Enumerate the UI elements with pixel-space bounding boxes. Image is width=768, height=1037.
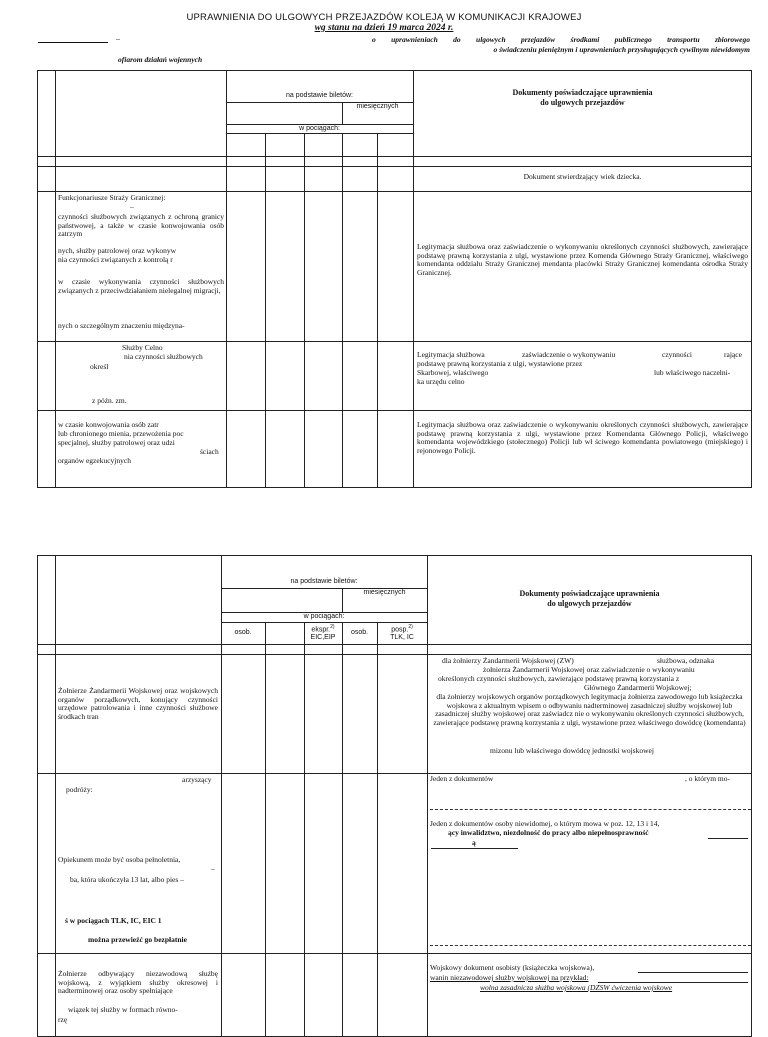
t2-mp-d5: dla żołnierzy wojskowych organów porządkowych legitymacja żołnierza zawodowego lub książeczka wojskowa z aktualnym wpisem o odbywaniu nadterminowej zasadniczej służby wojskowej lub zasadniczej służby wojskowej oraz zaświadcz nie o wykonywaniu określonych czynności służbowych, zawierające podstawę prawną korzystania z ulgi, wystawione przez właściwego dowódcę (komendanta): [433, 692, 746, 728]
t1-police-l3: specjalnej, służby patrolowej oraz udzi: [58, 438, 175, 447]
t1-child-document: Dokument stwierdzający wiek dziecka.: [523, 172, 642, 181]
t2-osob-header-2: osob.: [350, 629, 369, 636]
t1-police-l4: ściach: [200, 447, 219, 456]
t1-border-guard-p2: nych, służby patrolowej oraz wykonyw: [58, 246, 177, 255]
t2-documents-header: Dokumenty poświadczające uprawnienia do ulgowych przejazdów: [519, 589, 660, 608]
t2-col-line: [342, 622, 343, 1036]
t2-guardian-d1: Jeden z dokumentów: [430, 774, 494, 783]
t1-border-guard-p5: nych o szczególnym znaczeniu międzyna-: [58, 321, 185, 330]
dash-mark: –: [116, 34, 120, 43]
t2-conscripts-l3: rzę: [58, 1015, 68, 1024]
t1-border-guard-title: Funkcjonariusze Straży Granicznej:: [58, 193, 166, 202]
t2-row-line: [38, 654, 751, 655]
t1-customs-doc4: rające: [724, 350, 742, 359]
t1-border-guard-doc: Legitymacja służbowa oraz zaświadczenie o wykonywaniu określonych czynności służbowych, zawierające podstawę prawną korzystania z ulgi, wystawione przez Komenda Głównego Straży Granicznej, właściwego komendanta oddziału Straży Granicznej mendanta placówki Straży Granicznej komendanta ośrodka Straży Granicznej.: [417, 242, 748, 278]
t2-guardian-fill-line-2: [431, 848, 518, 849]
t2-guardian-l1: arzyszący: [182, 775, 212, 784]
t2-conscripts-l2: wiązek tej służby w formach równo-: [68, 1005, 178, 1014]
t1-border-guard-p4: w czasie wykonywania czynności służbowych związanych z przeciwdziałaniem nielegalnej migracji,: [58, 277, 224, 295]
table-2: [37, 555, 752, 1037]
t1-customs-doc5: podstawę prawną korzystania z ulgi, wystawione przez: [417, 359, 583, 368]
law-reference-2: o świadczeniu pieniężnym i uprawnieniach przysługujących cywilnym niewidomym: [493, 45, 750, 54]
t2-guardian-l3: Opiekunem może być osoba pełnoletnia,: [58, 855, 181, 864]
t1-col-line: [55, 71, 56, 487]
law-reference-1: o uprawnieniach do ulgowych przejazdów środkami publicznego transportu zbiorowego: [372, 35, 750, 44]
t1-police-doc: Legitymacja służbowa oraz zaświadczenie o wykonywaniu określonych czynności służbowych, zawierające podstawę prawną korzystania z ulgi, wystawione przez Komendanta Głównego Policji, właściwego komendanta wojewódzkiego (stołecznego) Policji lub wł ściwego komendanta powiatowego (miejskiego) i rejonowego Policji.: [417, 420, 748, 456]
t2-guardian-l7: można przewieźć go bezpłatnie: [88, 935, 187, 944]
blank-line: [38, 42, 108, 43]
t1-customs-l3: określ: [90, 362, 109, 371]
law-reference-3: ofiarom działań wojennych: [118, 55, 203, 64]
t2-guardian-d3: ący inwalidztwo, niezdolność do pracy albo niepełnosprawność: [448, 828, 649, 837]
t1-customs-l4: z późn. zm.: [92, 396, 127, 405]
t2-col-line: [265, 622, 266, 1036]
t1-police-l1: w czasie konwojowania osób zatr: [58, 420, 159, 429]
t1-trains-header: w pociągach:: [299, 125, 340, 132]
t1-customs-title: Służby Celno: [122, 343, 163, 352]
t2-military-police-left: Żołnierze Żandarmerii Wojskowej oraz wojskowych organów porządkowych, konujący czynności urzędowe patrolowania i inne czynności służbowe środkach tran: [58, 686, 218, 722]
t2-guardian-separator-2: [430, 945, 751, 946]
t2-mp-d3: określonych czynności służbowych, zawierające podstawę prawną korzystania z: [438, 674, 680, 683]
table-1: [37, 70, 752, 488]
t2-conscripts-d2: wanin niezawodowej służby wojskowej na przykład:: [430, 973, 589, 982]
t2-conscripts-d3: wolna zasadnicza służba wojskowa (DZSW ćwiczenia wojskowe: [480, 983, 673, 992]
t1-col-line: [304, 133, 305, 487]
t2-guardian-fill-line: [708, 838, 748, 839]
t1-customs-doc3: czynności: [662, 350, 692, 359]
t2-guardian-d2: Jeden z dokumentów osoby niewidomej, o którym mowa w poz. 12, 13 i 14,: [430, 819, 660, 828]
t2-col-line: [377, 622, 378, 1036]
t2-guardian-l5: ba, która ukończyła 13 lat, albo pies –: [70, 875, 184, 884]
t1-col-line: [377, 133, 378, 487]
t2-ekspr-label: ekspr.: [311, 626, 331, 634]
t2-posp-label: posp.: [391, 626, 409, 634]
document-title: UPRAWNIENIA DO ULGOWYCH PRZEJAZDÓW KOLEJĄ W KOMUNIKACJI KRAJOWEJ: [186, 12, 582, 23]
t1-row-line: [38, 156, 751, 157]
t1-col-line: [342, 133, 343, 487]
t2-guardian-l4: –: [211, 864, 215, 873]
t1-customs-doc1: Legitymacja służbowa: [417, 350, 485, 359]
t2-posp-sup: 2): [408, 624, 413, 630]
t2-row-line: [38, 953, 751, 954]
t2-mp-d1: dla żołnierzy Żandarmerii Wojskowej (ZW): [442, 656, 574, 665]
t1-row-line: [226, 133, 413, 134]
t1-border-guard-p3: nia czynności związanych z kontrolą r: [58, 255, 173, 264]
t2-ekspr-sup: 2): [330, 624, 335, 630]
t2-conscripts-l1: Żołnierze odbywający niezawodową służbę wojskową, z wyjątkiem służby okresowej i nadterminowej oraz osoby spełniające: [58, 969, 218, 996]
t2-col-line: [221, 556, 222, 1036]
t2-posp-header: [377, 623, 427, 642]
t2-osob-header-1: osob.: [234, 629, 252, 636]
t2-guardian-d1b: , o którym mo-: [685, 774, 730, 783]
t2-guardian-l6: ś w pociągach TLK, IC, EIC 1: [65, 916, 162, 925]
t2-conscripts-fill-line: [638, 972, 748, 973]
t1-police-l2: lub chronionego mienia, przewożenia poc: [58, 429, 184, 438]
t1-border-guard-p1: czynności służbowych związanych z ochroną granicy państwowej, a także w czasie konwojowania osób zatrzym: [58, 212, 224, 239]
t2-mp-d6: mizonu lub właściwego dowódcę jednostki wojskowej: [490, 746, 654, 755]
t2-col-line: [304, 622, 305, 1036]
t2-col-line: [427, 556, 428, 1036]
t1-customs-doc7: lub właściwego naczelni-: [654, 368, 731, 377]
t1-col-line: [265, 133, 266, 487]
t2-eic-label: EIC,EIP: [310, 634, 336, 642]
t1-row-line: [38, 410, 751, 411]
t2-guardian-separator: [430, 809, 751, 810]
t2-conscripts-d1: Wojskowy dokument osobisty (książeczka wojskowa),: [430, 963, 595, 972]
t2-row-line: [38, 644, 751, 645]
t2-tlk-label: TLK, IC: [390, 634, 414, 642]
t1-police-l5: organów egzekucyjnych: [58, 456, 131, 465]
t1-monthly-header: miesięcznych: [356, 103, 399, 110]
t1-tickets-header: na podstawie biletów:: [286, 92, 353, 99]
t2-ekspr-header: [304, 623, 342, 642]
t1-col-line: [413, 71, 414, 487]
t1-customs-l2: nia czynności służbowych: [124, 352, 203, 361]
t1-row-line: [38, 166, 751, 167]
t1-row-line: [38, 191, 751, 192]
t2-mp-d1b: służbowa, odznaka: [657, 656, 715, 665]
document-date: wg stanu na dzień 19 marca 2024 r.: [314, 23, 454, 33]
t1-documents-header: Dokumenty poświadczające uprawnienia do ulgowych przejazdów: [512, 88, 653, 107]
t1-customs-doc2: zaświadczenie o wykonywaniu: [522, 350, 616, 359]
t2-guardian-l2: podróży:: [66, 785, 93, 794]
t2-monthly-header: miesięcznych: [363, 589, 406, 596]
t1-row-line: [38, 341, 751, 342]
t2-col-line: [55, 556, 56, 1036]
t2-tickets-header: na podstawie biletów:: [290, 578, 358, 585]
t1-customs-doc6: Skarbowej, właściwego: [417, 368, 489, 377]
t2-trains-header: w pociągach:: [303, 613, 345, 620]
t2-mp-d4: Głównego Żandarmerii Wojskowej;: [584, 683, 692, 692]
t1-border-guard-dash: –: [130, 202, 134, 211]
t2-mp-d2: żołnierza Żandarmerii Wojskowej oraz zaświadczenie o wykonywaniu: [483, 665, 695, 674]
t2-row-line: [38, 773, 751, 774]
t1-customs-doc8: ka urzędu celno: [417, 377, 465, 386]
t2-guardian-d4: ą: [472, 838, 476, 847]
